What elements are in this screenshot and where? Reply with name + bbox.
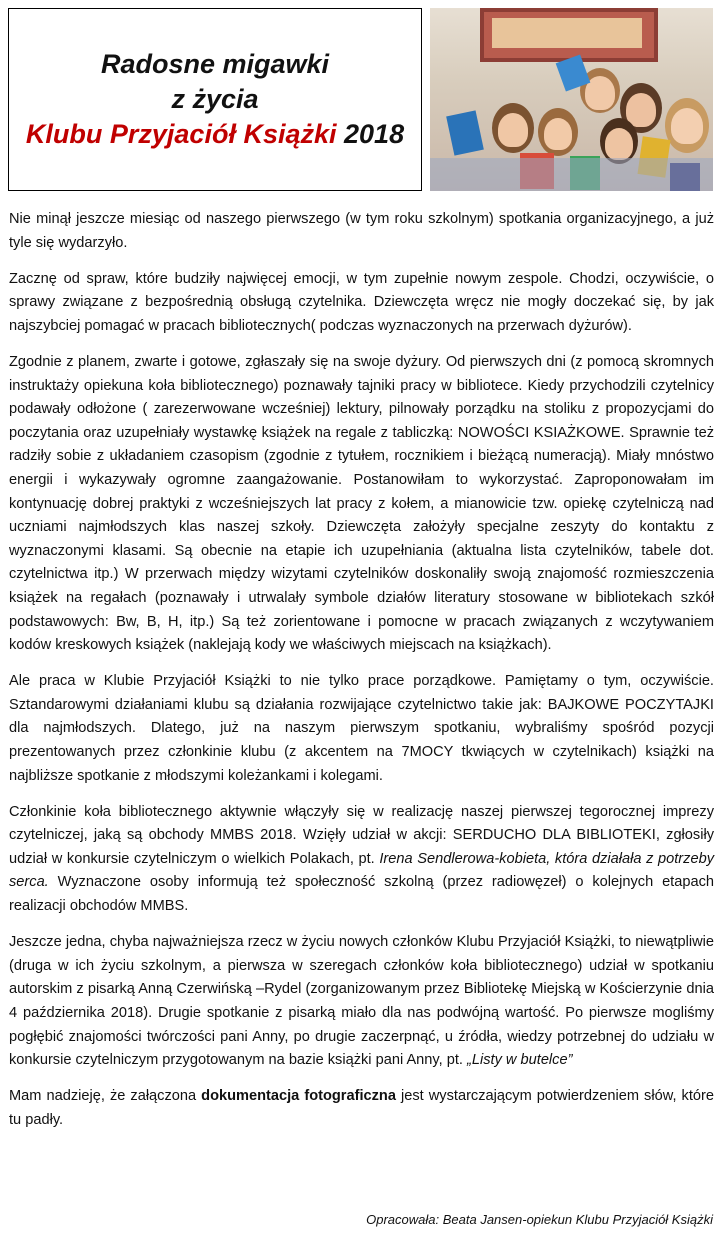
paragraph-7: [9, 1085, 714, 1132]
title-club-name: Klubu Przyjaciół Książki: [25, 119, 337, 149]
paragraph-3: Zgodnie z planem, zwarte i gotowe, zgłaszały się na swoje dyżury. Od pierwszych dni (z pomocą skromnych instruktaży opiekuna koła bibliotecznego) poznawały tajniki pracy w bibliotece. Kiedy przychodzili czytelnicy podawały odłożone ( zarezerwowane wcześniej) lektury, pilnowały porządku na stoliku z propozycjami do poczytania oraz uzupełniały wystawkę książek na regale z tabliczką: NOWOŚCI KSIAŻKOWE. Sprawnie też radziły sobie z układaniem czasopism (zgodnie z tytułem, rocznikiem i bieżącą numeracją). Miały mnóstwo energii i wykazywały ogromne zaangażowanie. Postanowiłam to wykorzystać. Zaproponowałam im kontynuację dobrej praktyki z wcześniejszych lat pracy z kołem, a mianowicie tzw. opiekę czytelniczą nad uczniami najmłodszych klas naszej szkoły. Dziewczęta założyły specjalne zeszyty do kontaktu z wyznaczonymi klasami. Są obecnie na etapie ich uzupełniania (aktualna lista czytelników, tabele dot. czytelnictwa itp.) W przerwach między wizytami czytelników doskonaliły swoją znajomość rozmieszczenia książek na regałach (poznawały i utrwalały symbole działów literatury stosowane w bibliotekach szkół podstawowych: Bw, B, H, itp.) Są też zorientowane i pomocne w pracach związanych z wczytywaniem kodów kreskowych książek (naklejają kody we właściwych miejscach na książkach).: [9, 353, 714, 654]
author-signature: Opracowała: Beata Jansen-opiekun Klubu Przyjaciół Książki: [366, 1212, 713, 1227]
paragraph-5-text-b: Wyznaczone osoby informują też społeczność szkolną (przez radiowęzeł) o kolejnych etapach realizacji obchodów MMBS.: [9, 874, 714, 915]
paragraph-6: [9, 931, 714, 1073]
title-line-1: Radosne migawki: [100, 49, 330, 79]
paragraph-1: Nie minął jeszcze miesiąc od naszego pierwszego (w tym roku szkolnym) spotkania organizacyjnego, a już tyle się wydarzyło.: [9, 211, 714, 251]
title-line-2: z życia: [171, 84, 259, 114]
paragraph-7-text-a: Mam nadzieję, że załączona: [9, 1088, 202, 1105]
paragraph-7-text-b: jest wystarczającym potwierdzeniem słów, które tu padły.: [9, 1088, 714, 1128]
paragraph-4: Ale praca w Klubie Przyjaciół Książki to nie tylko prace porządkowe. Pamiętamy o tym, oczywiście. Sztandarowymi działaniami klubu są działania rozwijające czytelnictwo takie jak: BAJKOWE POCZYTAJKI dla najmłodszych. Dlatego, już na naszym pierwszym spotkaniu, wybraliśmy spośród pozycji prezentowanych przez członkinie klubu (z akcentem na 7MOCY tkwiących w czytelnikach) książki na najbliższe spotkanie z młodszymi koleżankami i kolegami.: [9, 673, 714, 784]
title-line-3: [26, 117, 404, 152]
photo-noticeboard: [480, 8, 658, 62]
club-photo: [430, 8, 713, 191]
title-box: [8, 8, 422, 191]
photo-documentation-highlight: dokumentacja fotograficzna: [201, 1088, 396, 1105]
article-body: [9, 208, 714, 1145]
book-title: „Listy w butelce”: [467, 1052, 573, 1069]
contest-title: Irena Sendlerowa-kobieta, która działała z potrzeby serca.: [9, 850, 714, 891]
paragraph-2: Zacznę od spraw, które budziły najwięcej emocji, w tym zupełnie nowym zespole. Chodzi, oczywiście, o sprawy związane z bezpośrednią obsługą czytelnika. Dziewczęta wręcz nie mogły doczekać się, by jak najszybciej pomagać w pracach bibliotecznych( podczas wyznaczonych na przerwach dyżurów).: [9, 270, 714, 334]
title-year: 2018: [344, 119, 405, 149]
paragraph-6-text-a: Jeszcze jedna, chyba najważniejsza rzecz w życiu nowych członków Klubu Przyjaciół Książki, to niewątpliwie (druga w ich życiu szkolnym, a pierwsza w szeregach członków koła bibliotecznego) udział w spotkaniu autorskim z pisarką Anną Czerwińską –Rydel (zorganizowanym przez Bibliotekę Miejską w Kościerzynie dnia 4 października 2018). Drugie spotkanie z pisarką miało dla nas podwójną wartość. Po pierwsze mogliśmy pogłębić znajomości twórczości pani Anny, po drugie zaczerpnąć, u źródła, wiedzy potrzebnej do udziału w konkursie czytelniczym przygotowanym na bazie książki pani Anny, pt.: [9, 934, 714, 1069]
paragraph-5: [9, 801, 714, 919]
paragraph-5-text-a: Członkinie koła bibliotecznego aktywnie włączyły się w realizację naszej pierwszej tegorocznej imprezy czytelniczej, jaką są obchody MMBS 2018. Wzięły udział w akcji: SERDUCHO DLA BIBLIOTEKI, zgłosiły udział w konkursie czytelniczym o wielkich Polakach, pt.: [9, 803, 714, 867]
